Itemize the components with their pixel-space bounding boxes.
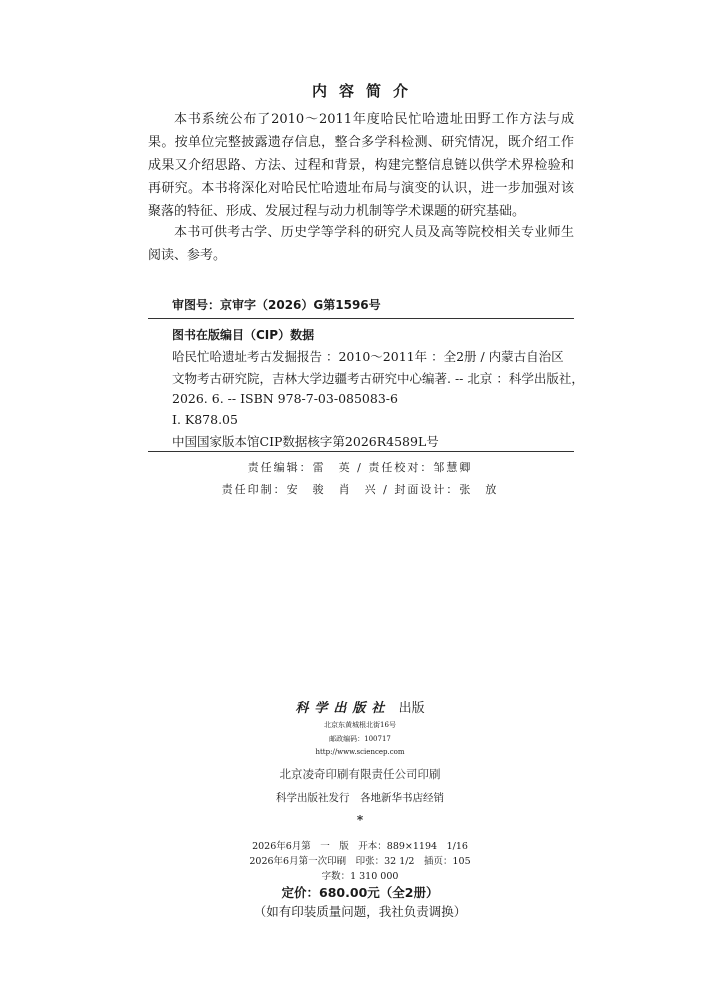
cip-top-rule [148, 318, 574, 319]
separator-star: * [356, 813, 364, 827]
publisher-line [0, 697, 720, 716]
publisher-url: http://www.sciencep.com [315, 748, 405, 756]
cip-line: 哈民忙哈遗址考古发掘报告 ：2010～2011年 ：全2册 / 内蒙古自治区 [172, 349, 564, 364]
editor-credits: 责任编辑：雷 英 / 责任校对：邹慧卿 [247, 461, 473, 474]
word-count: 字数：1 310 000 [321, 871, 399, 882]
cip-line: 2026. 6. -- ISBN 978-7-03-085083-6 [172, 391, 398, 406]
intro-paragraph-1: 本书系统公布了2010～2011年度哈民忙哈遗址田野工作方法与成果。按单位完整披露遗存信息，整合多学科检测、研究情况，既介绍工作成果又介绍思路、方法、过程和背景，构建完整信息链以供学术界检验和再研究。本书将深化对哈民忙哈遗址布局与演变的认识，进一步加强对该聚落的特征、形成、发展过程与动力机制等学术课题的研究基础。 [148, 112, 574, 219]
publisher-postcode: 邮政编码：100717 [329, 735, 391, 743]
cip-line: 文物考古研究院，吉林大学边疆考古研究中心编著. -- 北京 ：科学出版社， [172, 371, 584, 386]
intro-title: 内容简介 [311, 82, 420, 100]
map-review-number: 审图号：京审字（2026）G第1596号 [172, 298, 381, 312]
publisher-name: 科学出版社 [295, 701, 391, 716]
cip-title: 图书在版编目（CIP）数据 [172, 328, 315, 342]
edition-spec: 2026年6月第 一 版 开本：889×1194 1/16 [252, 841, 468, 852]
cip-line: Ⅰ. K878.05 [172, 412, 238, 427]
cip-line: 中国国家版本馆CIP数据核字第2026R4589L号 [172, 434, 439, 449]
cip-bottom-rule [148, 451, 574, 452]
publisher-suffix: 出版 [398, 701, 425, 716]
production-credits: 责任印制：安 骏 肖 兴 / 封面设计：张 放 [221, 483, 499, 496]
intro-paragraph-2: 本书可供考古学、历史学等学科的研究人员及高等院校相关专业师生阅读、参考。 [148, 225, 574, 263]
distribution-line: 科学出版社发行 各地新华书店经销 [276, 792, 444, 804]
price-line: 定价：680.00元（全2册） [281, 885, 439, 900]
printing-spec: 2026年6月第一次印刷 印张：32 1/2 插页：105 [249, 856, 471, 867]
quality-notice: （如有印装质量问题，我社负责调换） [253, 904, 467, 919]
publisher-address: 北京东黄城根北街16号 [324, 721, 396, 729]
printer-line: 北京凌奇印刷有限责任公司印刷 [279, 767, 441, 781]
